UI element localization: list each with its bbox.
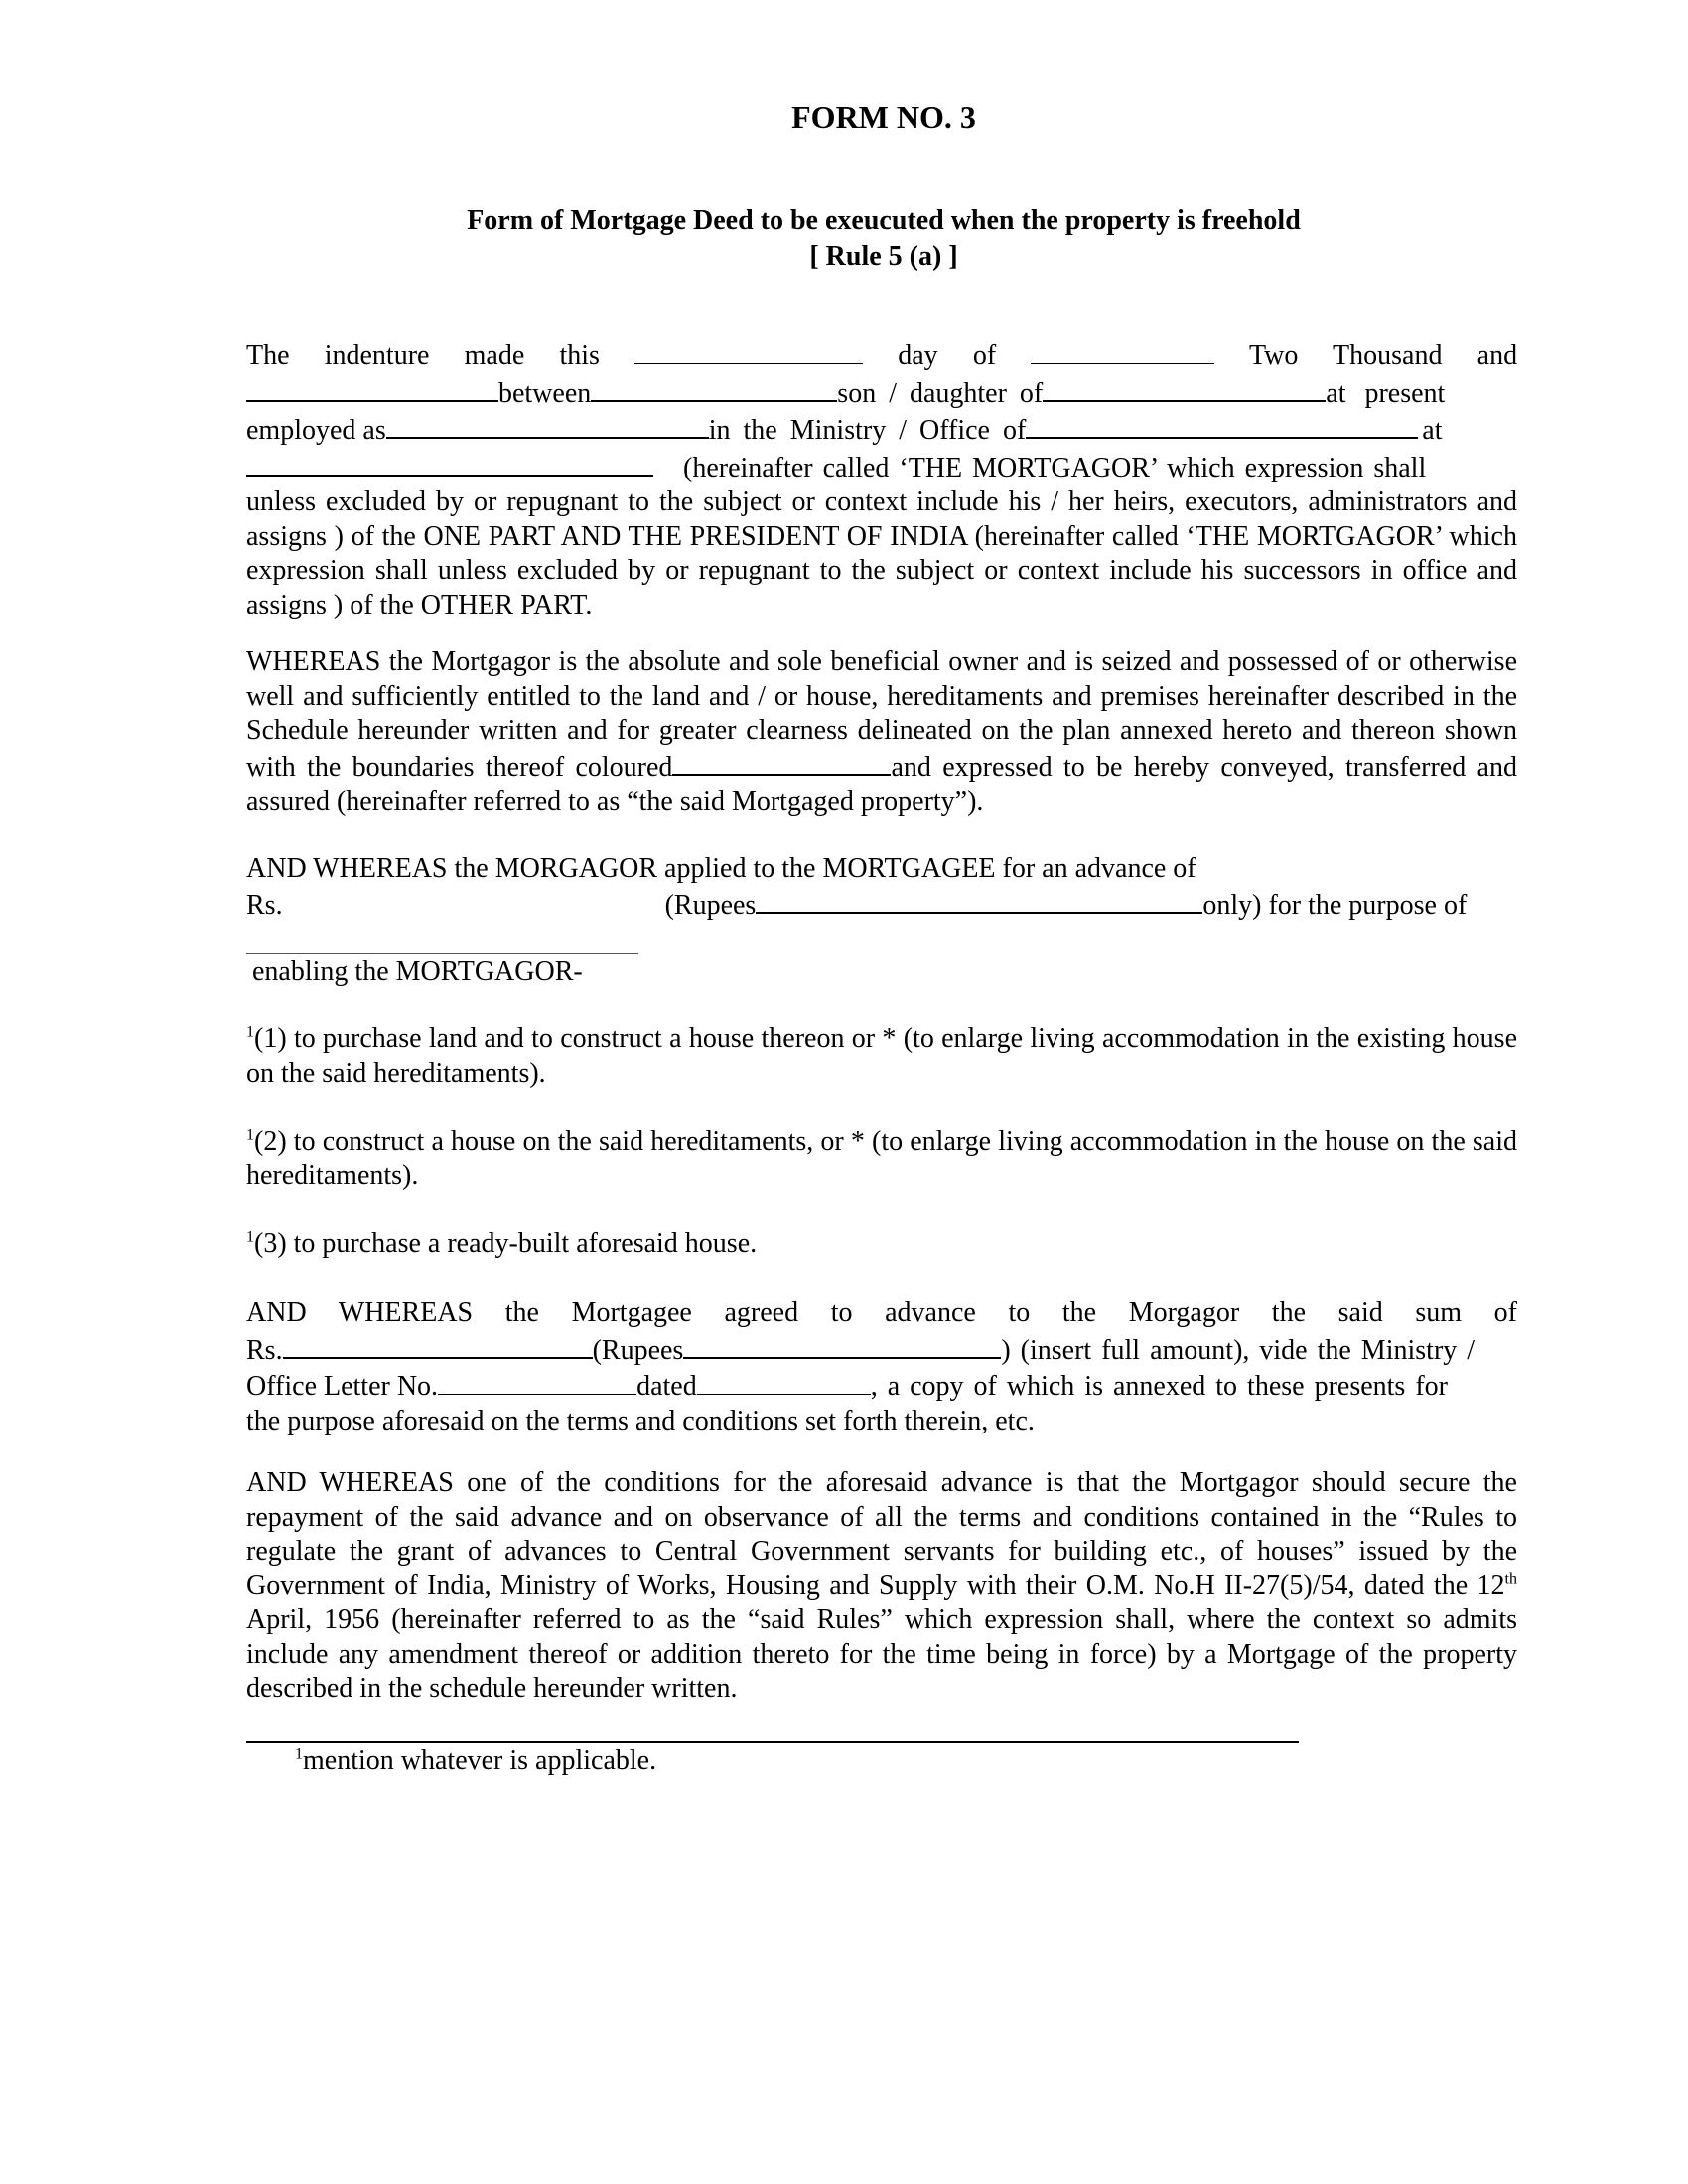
whereas-paragraph-2: AND WHEREAS the MORGAGOR applied to the MORTGAGEE for an advance of Rs. (Rupees only) for the purpose of xyxy=(246,853,1468,921)
blank-amount-full-field[interactable] xyxy=(683,1331,1001,1359)
blank-ministry-field[interactable] xyxy=(1026,411,1418,439)
blank-designation-field[interactable] xyxy=(386,411,709,439)
blank-year-field[interactable] xyxy=(246,374,498,402)
rule-reference: [ Rule 5 (a) ] xyxy=(809,241,958,272)
blank-place-field[interactable] xyxy=(246,449,653,477)
blank-day-field[interactable] xyxy=(634,338,863,364)
blank-amount-field[interactable] xyxy=(283,1331,593,1359)
blank-letter-no-field[interactable] xyxy=(438,1368,636,1395)
whereas-paragraph-4: AND WHEREAS one of the conditions for the aforesaid advance is that the Mortgagor should secure the repayment of the said advance and on observance of all the terms and conditions contained in the “Rules to regulate the grant of advances to Central Government servants for building etc., of houses” issued by the Government of India, Ministry of Works, Housing and Supply with their O.M. No.H II-27(5)/54, dated the 12th April, 1956 (hereinafter referred to as the “said Rules” which expression shall, where the context so admits include any amendment thereof or addition thereto for the time being in force) by a Mortgage of the property described in the schedule hereunder written. xyxy=(246,1467,1517,1704)
blank-month-field[interactable] xyxy=(1031,338,1214,364)
indenture-line-3: employed as in the Ministry / Office of at xyxy=(246,411,1517,449)
indenture-paragraph xyxy=(246,338,1517,622)
option-1: $^1$(1) to purchase land and to construct a house thereon or * (to enlarge living accommodation in the existing house on the said hereditaments). xyxy=(246,1024,1517,1089)
blank-mortgagor-name-field[interactable] xyxy=(591,374,837,402)
whereas-paragraph-1: WHEREAS the Mortgagor is the absolute and sole beneficial owner and is seized and possessed of or otherwise well and sufficiently entitled to the land and / or house, hereditaments and premises hereinafter described in the Schedule hereunder written and for greater clearness delineated on the plan annexed hereto and thereon shown with the boundaries thereof coloured and expressed to be hereby conveyed, transferred and assured (hereinafter referred to as “the said Mortgaged property”). xyxy=(246,646,1517,817)
footnote-separator xyxy=(246,1741,1299,1743)
footnote: $^1$mention whatever is applicable. xyxy=(295,1745,657,1776)
blank-amount-words-field[interactable] xyxy=(756,887,1202,914)
indenture-line-1: The indenture made this day of Two Thousand and xyxy=(246,338,1517,374)
option-3: $^1$(3) to purchase a ready-built aforesaid house. xyxy=(246,1228,758,1259)
option-2: $^1$(2) to construct a house on the said hereditaments, or * (to enlarge living accommodation in the house on the said hereditaments). xyxy=(246,1126,1517,1191)
form-number-heading: FORM NO. 3 xyxy=(791,99,976,135)
form-title: Form of Mortgage Deed to be exeucuted when the property is freehold xyxy=(467,205,1301,236)
blank-colour-field[interactable] xyxy=(672,749,891,776)
blank-letter-date-field[interactable] xyxy=(697,1368,871,1395)
blank-parent-name-field[interactable] xyxy=(1043,374,1326,402)
indenture-line-2: between son / daughter of at present xyxy=(246,374,1517,412)
indenture-rest: unless excluded by or repugnant to the subject or context include his / her heirs, executors, administrators and assigns ) of the ONE PART AND THE PRESIDENT OF INDIA (hereinafter called ‘THE MORTGAGOR’ which expression shall unless excluded by or repugnant to the subject or context include his successors in office and assigns ) of the OTHER PART. xyxy=(246,486,1517,620)
indenture-line-4: (hereinafter called ‘THE MORTGAGOR’ which expression shall xyxy=(246,449,1517,486)
blank-purpose-field[interactable] xyxy=(246,953,638,954)
enabling-line: enabling the MORTGAGOR- xyxy=(252,956,583,987)
whereas-paragraph-3: AND WHEREAS the Mortgagee agreed to advance to the Morgagor the said sum of Rs. (Rupees ) (insert full amount), vide the Ministry / Office Letter No. dated , a copy of which is annexed to these presents for the purpose aforesaid on the terms and conditions set forth therein, etc. xyxy=(246,1297,1517,1436)
